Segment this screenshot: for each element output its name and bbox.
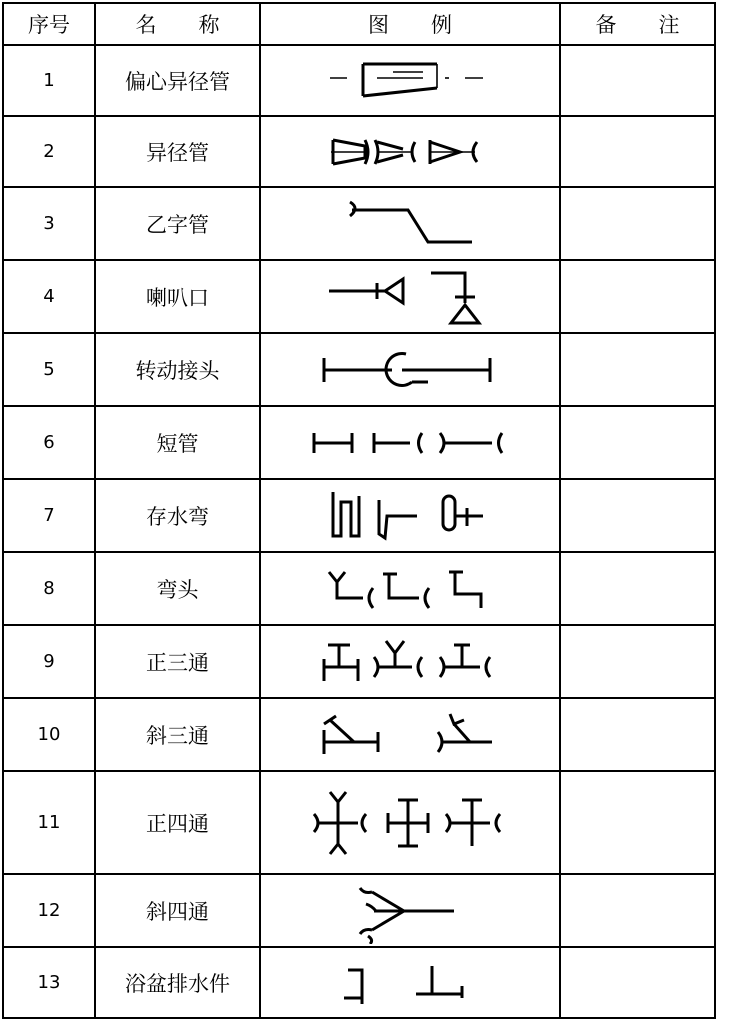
reducer-icon	[325, 132, 495, 172]
row-number: 3	[3, 187, 95, 260]
cross-icon	[310, 788, 510, 858]
row-name: 短管	[95, 406, 260, 479]
row-number: 7	[3, 479, 95, 552]
row-number: 2	[3, 116, 95, 187]
table-row	[3, 552, 715, 625]
row-number: 8	[3, 552, 95, 625]
table-row	[3, 45, 715, 116]
row-name: 偏心异径管	[95, 45, 260, 116]
pipe-fittings-legend-table	[2, 2, 716, 1019]
oblique-cross-icon	[350, 878, 470, 944]
table-row	[3, 479, 715, 552]
header-symbol: 图 例	[260, 3, 560, 45]
row-number: 12	[3, 874, 95, 947]
row-name: 浴盆排水件	[95, 947, 260, 1018]
row-number: 4	[3, 260, 95, 333]
table-row	[3, 260, 715, 333]
row-number: 5	[3, 333, 95, 406]
row-name: 存水弯	[95, 479, 260, 552]
row-number: 6	[3, 406, 95, 479]
row-name: 喇叭口	[95, 260, 260, 333]
elbow-icon	[325, 564, 495, 614]
row-name: 乙字管	[95, 187, 260, 260]
table-row	[3, 625, 715, 698]
row-number: 1	[3, 45, 95, 116]
table-row	[3, 698, 715, 771]
row-remark	[560, 116, 715, 187]
row-remark	[560, 260, 715, 333]
row-number: 11	[3, 771, 95, 874]
table-row	[3, 333, 715, 406]
row-name: 转动接头	[95, 333, 260, 406]
table-row	[3, 947, 715, 1018]
row-number: 9	[3, 625, 95, 698]
row-name: 正四通	[95, 771, 260, 874]
bathtub-drain-icon	[340, 958, 480, 1008]
table-row	[3, 406, 715, 479]
table-row	[3, 874, 715, 947]
row-remark	[560, 187, 715, 260]
tee-icon	[320, 637, 500, 687]
eccentric-reducer-icon	[325, 56, 495, 106]
row-remark	[560, 406, 715, 479]
row-remark	[560, 479, 715, 552]
row-number: 13	[3, 947, 95, 1018]
row-remark	[560, 333, 715, 406]
header-remark: 备 注	[560, 3, 715, 45]
table-row	[3, 116, 715, 187]
row-remark	[560, 947, 715, 1018]
row-name: 弯头	[95, 552, 260, 625]
offset-pipe-icon	[340, 198, 480, 250]
row-remark	[560, 771, 715, 874]
row-name: 正三通	[95, 625, 260, 698]
row-remark	[560, 45, 715, 116]
trap-icon	[325, 486, 495, 546]
short-pipe-icon	[310, 423, 510, 463]
header-row	[3, 3, 715, 45]
header-number: 序号	[3, 3, 95, 45]
row-remark	[560, 698, 715, 771]
row-name: 斜三通	[95, 698, 260, 771]
row-name: 斜四通	[95, 874, 260, 947]
table-row	[3, 771, 715, 874]
row-number: 10	[3, 698, 95, 771]
table-row	[3, 187, 715, 260]
row-remark	[560, 874, 715, 947]
row-remark	[560, 625, 715, 698]
row-remark	[560, 552, 715, 625]
oblique-tee-icon	[320, 710, 500, 760]
bell-mouth-icon	[325, 267, 495, 327]
header-name: 名 称	[95, 3, 260, 45]
row-name: 异径管	[95, 116, 260, 187]
swivel-joint-icon	[320, 342, 500, 398]
